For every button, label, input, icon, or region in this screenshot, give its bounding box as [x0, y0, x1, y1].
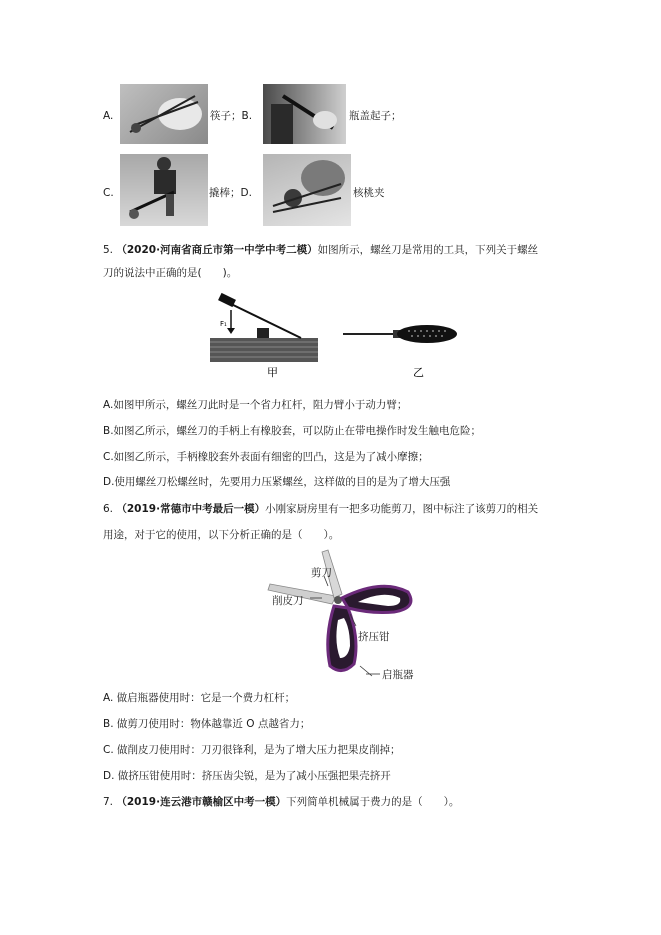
q7-line — [103, 795, 459, 809]
q6-option-a: A. 做启瓶器使用时：它是一个费力杠杆； — [103, 692, 296, 704]
q6-option-d: D. 做挤压钳使用时：挤压齿尖锐，是为了减小压强把果壳挤开 — [103, 770, 391, 782]
q5-option-d: D.使用螺丝刀松螺丝时，先要用力压紧螺丝，这样做的目的是为了增大压强 — [103, 476, 451, 488]
option-d-caption: 核桃夹 — [353, 187, 385, 199]
fig-label-yi: 乙 — [413, 366, 424, 379]
q5-stem-2: 刀的说法中正确的是( )。 — [103, 267, 238, 279]
crowbar-photo — [120, 154, 208, 226]
q5-figure — [205, 290, 475, 380]
option-c-letter: C. — [103, 187, 114, 199]
nutcracker-photo — [263, 154, 351, 226]
q7-number: 7. — [103, 796, 114, 808]
q6-scissors-figure — [262, 548, 432, 684]
q6-line-1 — [103, 502, 538, 516]
screwdriver-handle-a — [218, 293, 236, 307]
option-b-caption: 瓶盖起子； — [349, 110, 402, 122]
option-a-caption: 筷子；B. — [210, 110, 253, 122]
q7-source: （2019·连云港市赣榆区中考一模） — [116, 796, 287, 808]
fig-label-jia: 甲 — [267, 366, 278, 379]
q5-stem-1: 如图所示，螺丝刀是常用的工具，下列关于螺丝 — [317, 244, 539, 256]
label-peeler: 削皮刀 — [272, 595, 304, 607]
label-opener: 启瓶器 — [382, 669, 414, 681]
bottle-opener-photo — [263, 84, 346, 144]
q5-option-a: A.如图甲所示，螺丝刀此时是一个省力杠杆，阻力臂小于动力臂； — [103, 399, 408, 411]
chopsticks-photo — [120, 84, 208, 144]
q5-line-1 — [103, 243, 538, 257]
q5-option-c: C.如图乙所示，手柄橡胶套外表面有细密的凹凸，这是为了减小摩擦； — [103, 451, 429, 463]
q6-source: （2019·常德市中考最后一模） — [116, 503, 266, 515]
force-label: F₁ — [220, 320, 227, 328]
q5-number: 5. — [103, 244, 114, 256]
q6-option-c: C. 做削皮刀使用时：刀刃很锋利，是为了增大压力把果皮削掉； — [103, 744, 401, 756]
option-a-letter: A. — [103, 110, 114, 122]
screwdriver-handle-b — [397, 325, 457, 343]
q5-source: （2020·河南省商丘市第一中学中考二模） — [116, 244, 318, 256]
q6-option-b: B. 做剪刀使用时：物体越靠近 O 点越省力； — [103, 718, 311, 730]
fulcrum-block — [257, 328, 269, 338]
q5-option-b: B.如图乙所示，螺丝刀的手柄上有橡胶套，可以防止在带电操作时发生触电危险； — [103, 425, 482, 437]
q6-number: 6. — [103, 503, 114, 515]
label-crusher: 挤压钳 — [358, 631, 390, 643]
option-c-caption: 撬棒；D. — [209, 187, 252, 199]
q7-stem: 下列简单机械属于费力的是（ ）。 — [286, 796, 460, 808]
q6-stem-2: 用途，对于它的使用，以下分析正确的是（ ）。 — [103, 529, 340, 541]
label-scissors: 剪刀 — [311, 567, 332, 579]
q6-stem-1: 小刚家厨房里有一把多功能剪刀，图中标注了该剪刀的相关 — [265, 503, 539, 515]
